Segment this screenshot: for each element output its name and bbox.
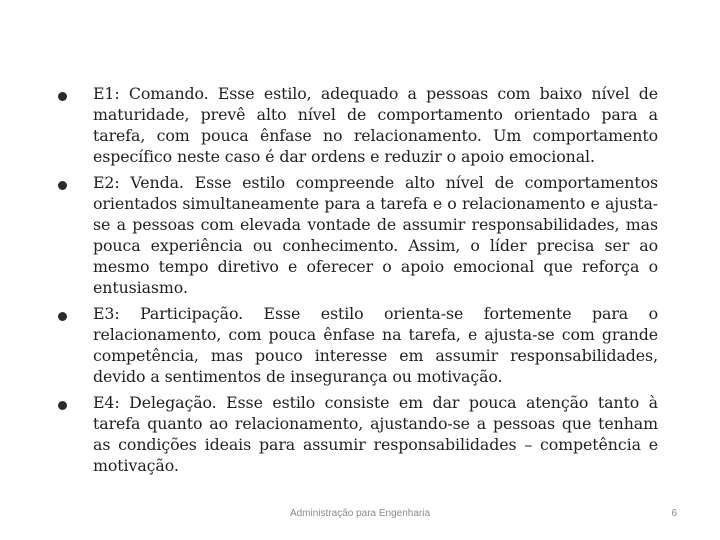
bullet-item-e2 [58, 172, 658, 298]
bullet-text: E4: Delegação. Esse estilo consiste em dar pouca atenção tanto à tarefa quanto ao relacionamento, ajustando-se a pessoas que tenham as condições ideais para assumir responsabilidades – competência e motivação. [93, 393, 658, 475]
bullet-item-e3 [58, 303, 658, 387]
bullet-text: E3: Participação. Esse estilo orienta-se fortemente para o relacionamento, com pouca ênfase na tarefa, e ajusta-se com grande competência, mas pouco interesse em assumir responsabilidades, devido a sentimentos de insegurança ou motivação. [93, 304, 658, 386]
page-number: 6 [671, 508, 677, 519]
bullet-text: E2: Venda. Esse estilo compreende alto nível de comportamentos orientados simultaneamente para a tarefa e o relacionamento e ajusta-se a pessoas com elevada vontade de assumir responsabilidades, mas pouca experiência ou conhecimento. Assim, o líder precisa ser ao mesmo tempo diretivo e oferecer o apoio emocional que reforça o entusiasmo. [93, 173, 658, 297]
bullet-item-e1 [58, 83, 658, 167]
bullet-dot-icon [58, 312, 67, 321]
bullet-dot-icon [58, 401, 67, 410]
footer-text: Administração para Engenharia [289, 508, 431, 519]
bullet-dot-icon [58, 181, 67, 190]
bullet-item-e4 [58, 392, 658, 476]
bullet-text: E1: Comando. Esse estilo, adequado a pessoas com baixo nível de maturidade, prevê alto nível de comportamento orientado para a tarefa, com pouca ênfase no relacionamento. Um comportamento específico neste caso é dar ordens e reduzir o apoio emocional. [93, 84, 658, 166]
bullet-dot-icon [58, 92, 67, 101]
slide-body [58, 83, 658, 481]
